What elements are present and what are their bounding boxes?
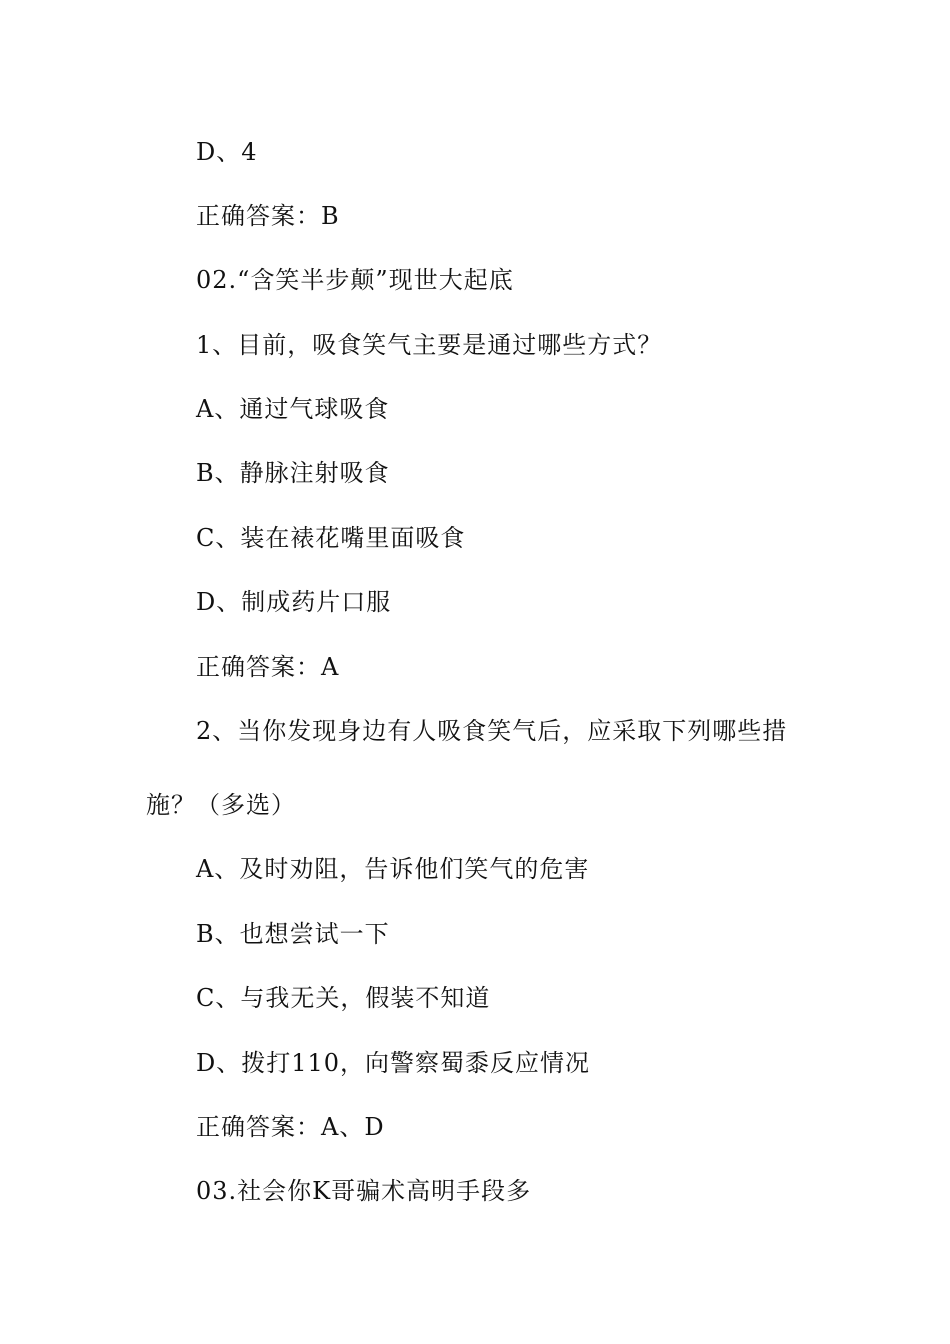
question-1-option-c: C、装在裱花嘴里面吸食 [196, 524, 466, 552]
question-2-option-a: A、及时劝阻，告诉他们笑气的危害 [196, 855, 590, 883]
question-1: 1、目前，吸食笑气主要是通过哪些方式？ [196, 331, 663, 359]
answer-prev: 正确答案：B [196, 202, 340, 230]
question-1-option-b: B、静脉注射吸食 [196, 459, 390, 487]
question-1-option-d: D、制成药片口服 [196, 588, 392, 616]
question-2-option-c: C、与我无关，假装不知道 [196, 984, 491, 1012]
question-2-answer: 正确答案：A、D [196, 1113, 385, 1141]
question-1-answer: 正确答案：A [196, 653, 340, 681]
question-2: 2、当你发现身边有人吸食笑气后，应采取下列哪些措 [196, 717, 788, 745]
option-d-prev: D、4 [196, 138, 258, 166]
question-2-option-b: B、也想尝试一下 [196, 920, 390, 948]
section-heading-03: 03.社会你K哥骗术高明手段多 [196, 1177, 532, 1205]
question-2-option-d: D、拨打110，向警察蜀黍反应情况 [196, 1049, 591, 1077]
section-heading-02: 02.“含笑半步颠”现世大起底 [196, 266, 514, 294]
question-1-option-a: A、通过气球吸食 [196, 395, 390, 423]
question-2-continued: 施？（多选） [146, 791, 296, 819]
